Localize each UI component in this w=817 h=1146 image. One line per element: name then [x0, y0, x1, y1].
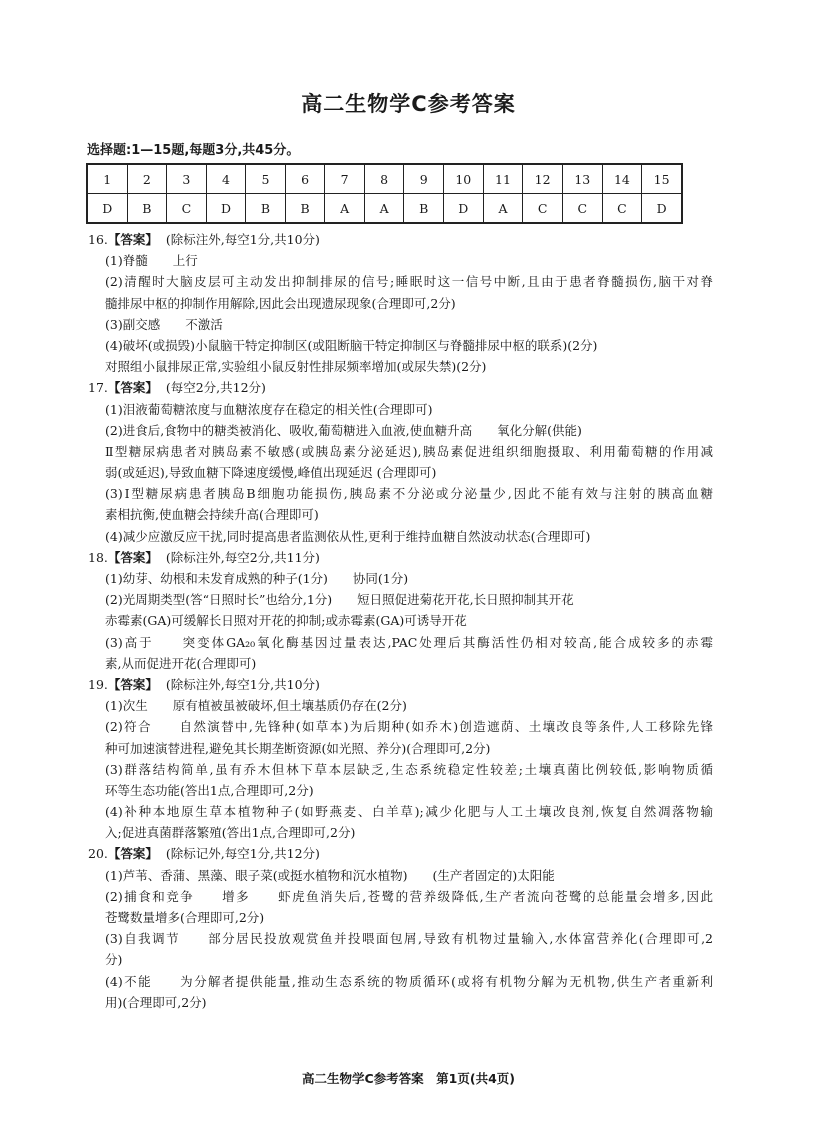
answer-line: (3)自我调节 部分居民投放观赏鱼并投喂面包屑,导致有机物过量输入,水体富营养化(合理即可,2 — [105, 931, 713, 947]
answer-line: 分) — [105, 952, 123, 968]
answer-line: 素,从而促进开花(合理即可) — [105, 655, 257, 671]
answer-cell: D — [87, 194, 127, 224]
question-number-cell: 2 — [127, 164, 167, 194]
score-note: (除标注外,每空2分,共11分) — [157, 549, 320, 565]
answer-cell: A — [364, 194, 404, 224]
answer-line: (4)破坏(或损毁)小鼠脑干特定抑制区(或阻断脑干特定抑制区与脊髓排尿中枢的联系)(2分) — [105, 337, 598, 353]
answer-line: 赤霉素(GA)可缓解长日照对开花的抑制;或赤霉素(GA)可诱导开花 — [105, 613, 467, 629]
answer-line: (1)芦苇、香蒲、黑藻、眼子菜(或挺水植物和沉水植物) (生产者固定的)太阳能 — [105, 867, 555, 883]
answer-cell: C — [167, 194, 207, 224]
question-header — [88, 377, 713, 398]
question-number: 16. — [88, 232, 108, 247]
question-header — [88, 547, 713, 568]
answer-line: 素相抗衡,使血糖会持续升高(合理即可) — [105, 507, 319, 523]
score-note: (除标注外,每空1分,共10分) — [157, 676, 320, 692]
question-number-cell: 8 — [364, 164, 404, 194]
answer-line: 苍鹭数量增多(合理即可,2分) — [105, 910, 265, 925]
answer-cell: B — [285, 194, 325, 224]
answer-line: (1)次生 原有植被虽被破坏,但土壤基质仍存在(2分) — [105, 698, 407, 714]
answer-line: (1)幼芽、幼根和未发育成熟的种子(1分) 协同(1分) — [105, 571, 409, 586]
answer-cell: D — [443, 194, 483, 224]
answer-table — [86, 163, 683, 224]
answer-line: (2)捕食和竞争 增多 虾虎鱼消失后,苍鹭的营养级降低,生产者流向苍鹭的总能量会增多,因此 — [105, 888, 713, 904]
answer-line: (3)副交感 不激活 — [105, 316, 223, 332]
answer-cell: C — [602, 194, 642, 224]
answer-line: (2)光周期类型(答“日照时长”也给分,1分) 短日照促进菊花开花,长日照抑制其开花 — [105, 592, 574, 608]
question-number-cell: 14 — [602, 164, 642, 194]
answer-cell: A — [483, 194, 523, 224]
question-number-cell: 1 — [87, 164, 127, 194]
answer-cell: D — [642, 194, 682, 224]
answer-line: 用)(合理即可,2分) — [105, 994, 207, 1010]
answer-cell: D — [206, 194, 246, 224]
answer-line: (4)补种本地原生草本植物种子(如野燕麦、白羊草);减少化肥与人工土壤改良剂,恢复自然凋落物输 — [105, 804, 713, 820]
answer-line: 入;促进真菌群落繁殖(答出1点,合理即可,2分) — [105, 825, 356, 841]
answer-line: 环等生态功能(答出1点,合理即可,2分) — [105, 782, 314, 798]
answer-row — [87, 194, 682, 224]
answer-tag: 【答案】 — [107, 676, 158, 692]
answer-cell: C — [562, 194, 602, 224]
question-number-cell: 5 — [246, 164, 286, 194]
question-number-cell: 6 — [285, 164, 325, 194]
answer-line: 弱(或延迟),导致血糖下降速度缓慢,峰值出现延迟 (合理即可) — [105, 465, 437, 481]
answer-tag: 【答案】 — [107, 232, 158, 247]
score-note: (每空2分,共12分) — [157, 380, 266, 396]
answer-line: 对照组小鼠排尿正常,实验组小鼠反射性排尿频率增加(或尿失禁)(2分) — [105, 359, 487, 375]
answer-cell: B — [127, 194, 167, 224]
question-number-cell: 7 — [325, 164, 365, 194]
multiple-choice-intro: 选择题:1—15题,每题3分,共45分。 — [87, 143, 300, 158]
answer-line: Ⅱ型糖尿病患者对胰岛素不敏感(或胰岛素分泌延迟),胰岛素促进组织细胞摄取、利用葡萄糖的作用减 — [105, 443, 713, 459]
question-number-cell: 11 — [483, 164, 523, 194]
question-header — [88, 674, 713, 695]
score-note: (除标记外,每空1分,共12分) — [157, 846, 320, 862]
answer-cell: A — [325, 194, 365, 224]
answer-cell: B — [246, 194, 286, 224]
answer-line: (3)群落结构简单,虽有乔木但林下草本层缺乏,生态系统稳定性较差;土壤真菌比例较低,影响物质循 — [105, 761, 713, 777]
question-number-cell: 3 — [167, 164, 207, 194]
answer-tag: 【答案】 — [107, 846, 158, 862]
answer-tag: 【答案】 — [107, 380, 158, 396]
answer-line: (1)泪液葡萄糖浓度与血糖浓度存在稳定的相关性(合理即可) — [105, 401, 433, 417]
question-number: 18. — [88, 549, 108, 565]
answer-content — [88, 229, 713, 1013]
answer-line: (2)清醒时大脑皮层可主动发出抑制排尿的信号;睡眠时这一信号中断,且由于患者脊髓损伤,脑干对脊 — [105, 274, 713, 290]
answer-line: (3)高于 突变体GA₂₀氧化酶基因过量表达,PAC处理后其酶活性仍相对较高,能合成较多的赤霉 — [105, 634, 713, 650]
answer-line: 髓排尿中枢的抑制作用解除,因此会出现遗尿现象(合理即可,2分) — [105, 295, 456, 311]
answer-line: (2)进食后,食物中的糖类被消化、吸收,葡萄糖进入血液,使血糖升高 氧化分解(供能) — [105, 422, 582, 438]
question-header — [88, 229, 713, 250]
page-footer: 高二生物学C参考答案 第1页(共4页) — [302, 1071, 515, 1086]
answer-line: (4)不能 为分解者提供能量,推动生态系统的物质循环(或将有机物分解为无机物,供生产者重新利 — [105, 973, 713, 989]
answer-line: (4)减少应激反应干扰,同时提高患者监测依从性,更利于维持血糖自然波动状态(合理即可) — [105, 528, 591, 544]
answer-line: 种可加速演替进程,避免其长期垄断资源(如光照、养分)(合理即可,2分) — [105, 740, 491, 756]
answer-line: (2)符合 自然演替中,先锋种(如草本)为后期种(如乔木)创造遮荫、土壤改良等条件,人工移除先锋 — [105, 719, 713, 735]
answer-line: (3)Ⅰ型糖尿病患者胰岛B细胞功能损伤,胰岛素不分泌或分泌量少,因此不能有效与注射的胰高血糖 — [105, 486, 713, 502]
question-number-cell: 4 — [206, 164, 246, 194]
question-number: 20. — [88, 846, 108, 862]
answer-cell: B — [404, 194, 444, 224]
question-number: 19. — [88, 676, 108, 692]
question-number: 17. — [88, 380, 108, 396]
question-number-cell: 12 — [523, 164, 563, 194]
page-title: 高二生物学C参考答案 — [301, 92, 516, 116]
answer-line: (1)脊髓 上行 — [105, 253, 198, 269]
question-number-cell: 10 — [443, 164, 483, 194]
answer-tag: 【答案】 — [107, 549, 158, 565]
answer-cell: C — [523, 194, 563, 224]
question-number-cell: 13 — [562, 164, 602, 194]
question-number-cell: 9 — [404, 164, 444, 194]
question-number-row — [87, 164, 682, 194]
score-note: (除标注外,每空1分,共10分) — [157, 232, 320, 247]
question-number-cell: 15 — [642, 164, 682, 194]
question-header — [88, 843, 713, 864]
